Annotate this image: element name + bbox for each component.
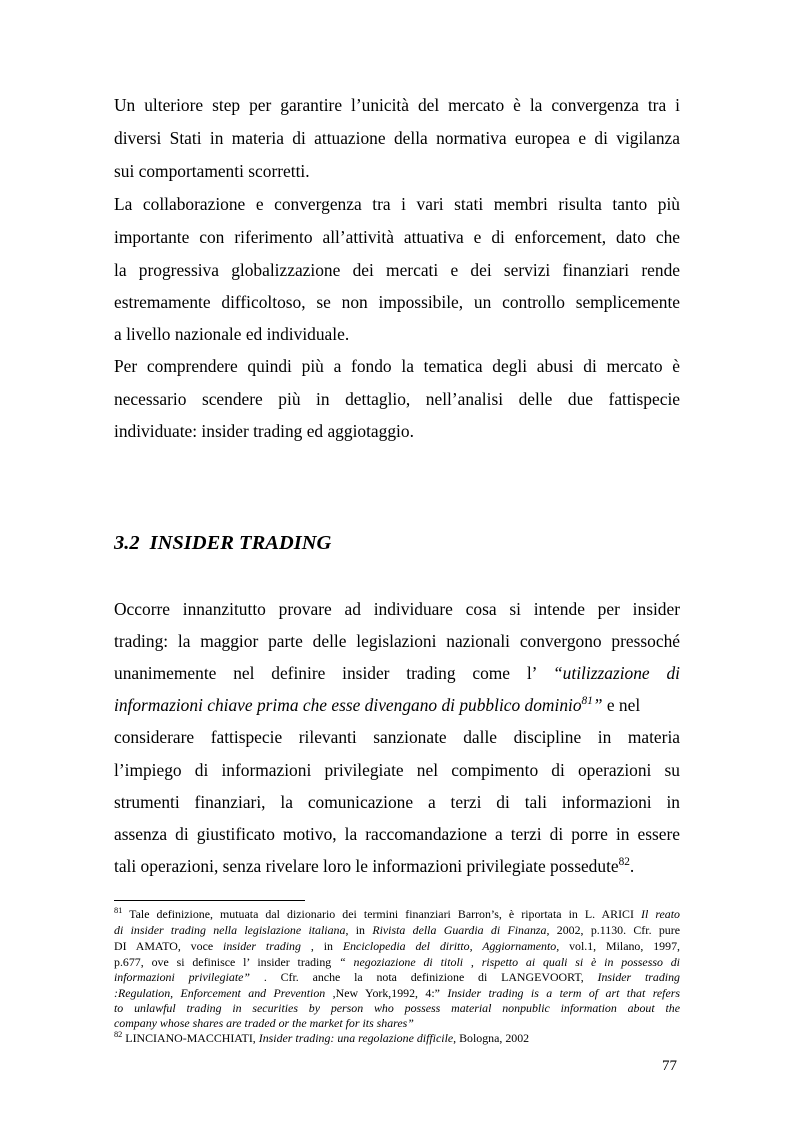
- paragraph-4-line-3: [114, 663, 680, 683]
- paragraph-4-line-3-text: unanimemente nel definire insider trading come l’: [114, 663, 537, 683]
- footnote-separator: [114, 900, 305, 901]
- paragraph-2-line-5: a livello nazionale ed individuale.: [114, 324, 350, 344]
- footnote-81-italic: to unlawful trading in securities by person who possess material nonpublic information about the: [114, 1001, 680, 1015]
- footnote-81-italic: Il reato: [641, 907, 680, 921]
- paragraph-4-line-7: strumenti finanziari, la comunicazione a terzi di tali informazioni in: [114, 792, 680, 812]
- paragraph-3-line-3: individuate: insider trading ed aggiotaggio.: [114, 421, 414, 441]
- paragraph-4-line-4-tail: e nel: [602, 695, 641, 715]
- paragraph-3-line-2: necessario scendere più in dettaglio, nell’analisi delle due fattispecie: [114, 389, 680, 409]
- footnote-82-text: , Bologna, 2002: [453, 1031, 530, 1045]
- paragraph-4-line-4: [114, 695, 680, 715]
- section-title: INSIDER TRADING: [149, 532, 332, 554]
- footnote-81-journal: Rivista della Guardia di Finanza,: [372, 923, 550, 937]
- footnote-81-line-6: [114, 986, 680, 1002]
- quote-text: informazioni chiave prima che esse divengano di pubblico dominio: [114, 695, 582, 715]
- paragraph-1-line-1: Un ulteriore step per garantire l’unicità del mercato è la convergenza tra i: [114, 95, 680, 115]
- footnote-81-line-1: [114, 907, 680, 923]
- paragraph-4-line-5: considerare fattispecie rilevanti sanzionate dalle discipline in materia: [114, 727, 680, 747]
- paragraph-4-line-9-text: tali operazioni, senza rivelare loro le informazioni privilegiate possedute: [114, 856, 619, 876]
- paragraph-2-line-1: La collaborazione e convergenza tra i vari stati membri risulta tanto più: [114, 194, 680, 214]
- footnote-81-italic: Insider trading is a term of art that refers: [447, 986, 681, 1000]
- footnote-81-italic: :Regulation, Enforcement and Prevention: [114, 986, 326, 1000]
- footnote-81-text: p.677, ove si definisce l’ insider trading: [114, 955, 340, 969]
- footnote-81-line-4: [114, 955, 680, 971]
- footnote-82-number: 82: [114, 1030, 123, 1040]
- paragraph-2-line-4: estremamente difficoltoso, se non impossibile, un controllo semplicemente: [114, 292, 680, 312]
- footnote-81-italic: company whose shares are traded or the market for its shares”: [114, 1016, 414, 1030]
- footnote-81-text: vol.1, Milano, 1997,: [569, 939, 680, 953]
- paragraph-4-line-8: assenza di giustificato motivo, la raccomandazione a terzi di porre in essere: [114, 824, 680, 844]
- footnote-82-italic: Insider trading: una regolazione difficile: [258, 1031, 454, 1045]
- footnote-81-italic: insider trading: [223, 939, 301, 953]
- page-number: 77: [662, 1058, 677, 1074]
- footnote-81-title: di insider trading nella legislazione italiana: [114, 923, 346, 937]
- footnote-81-line-8: [114, 1016, 680, 1032]
- footnote-81-number: 81: [114, 906, 123, 916]
- footnote-ref-82[interactable]: 82: [618, 856, 630, 869]
- footnote-81-italic: “ negoziazione di titoli , rispetto ai quali si è in possesso di: [339, 955, 680, 969]
- quote-start: “utilizzazione di: [553, 663, 680, 683]
- paragraph-2-line-2: importante con riferimento all’attività attuativa e di enforcement, dato che: [114, 227, 680, 247]
- footnote-81-text: . Cfr. anche la nota definizione di LANGEVOORT,: [263, 970, 598, 984]
- paragraph-2-line-3: la progressiva globalizzazione dei mercati e dei servizi finanziari rende: [114, 260, 680, 280]
- footnote-81-line-2: [114, 923, 680, 939]
- footnote-81-line-3: [114, 939, 680, 955]
- footnote-81-text: ,New York,1992, 4:”: [325, 986, 440, 1000]
- footnote-81-text: DI AMATO, voce: [114, 939, 224, 953]
- paragraph-3-line-1: Per comprendere quindi più a fondo la tematica degli abusi di mercato è: [114, 356, 680, 376]
- footnote-82: [114, 1031, 680, 1047]
- paragraph-1-line-3: sui comportamenti scorretti.: [114, 161, 310, 181]
- paragraph-4-line-2: trading: la maggior parte delle legislazioni nazionali convergono pressoché: [114, 631, 680, 651]
- footnote-81-text: 2002, p.1130. Cfr. pure: [556, 923, 680, 937]
- footnote-82-text: LINCIANO-MACCHIATI,: [122, 1031, 259, 1045]
- footnote-81-text: Tale definizione, mutuata dal dizionario dei termini finanziari Barron’s, è riportata in L. ARICI: [122, 907, 641, 921]
- footnote-81-line-7: [114, 1001, 680, 1017]
- paragraph-1-line-2: diversi Stati in materia di attuazione della normativa europea e di vigilanza: [114, 128, 680, 148]
- paragraph-4-line-9-end: .: [629, 856, 635, 876]
- footnote-81-text: , in: [310, 939, 343, 953]
- paragraph-4-line-9: [114, 856, 680, 876]
- section-heading: [114, 531, 331, 555]
- footnote-81-italic: Enciclopedia del diritto, Aggiornamento,: [342, 939, 560, 953]
- footnote-ref-81[interactable]: 81: [581, 695, 593, 708]
- footnote-81-line-5: [114, 970, 680, 986]
- paragraph-4-line-1: Occorre innanzitutto provare ad individuare cosa si intende per insider: [114, 599, 680, 619]
- paragraph-4-line-6: l’impiego di informazioni privilegiate nel compimento di operazioni su: [114, 760, 680, 780]
- footnote-81-italic: informazioni privilegiate”: [114, 970, 251, 984]
- footnote-81-text: , in: [345, 923, 373, 937]
- footnote-81-italic: Insider trading: [597, 970, 680, 984]
- section-number: 3.2: [114, 532, 140, 554]
- quote-end: ”: [592, 695, 603, 715]
